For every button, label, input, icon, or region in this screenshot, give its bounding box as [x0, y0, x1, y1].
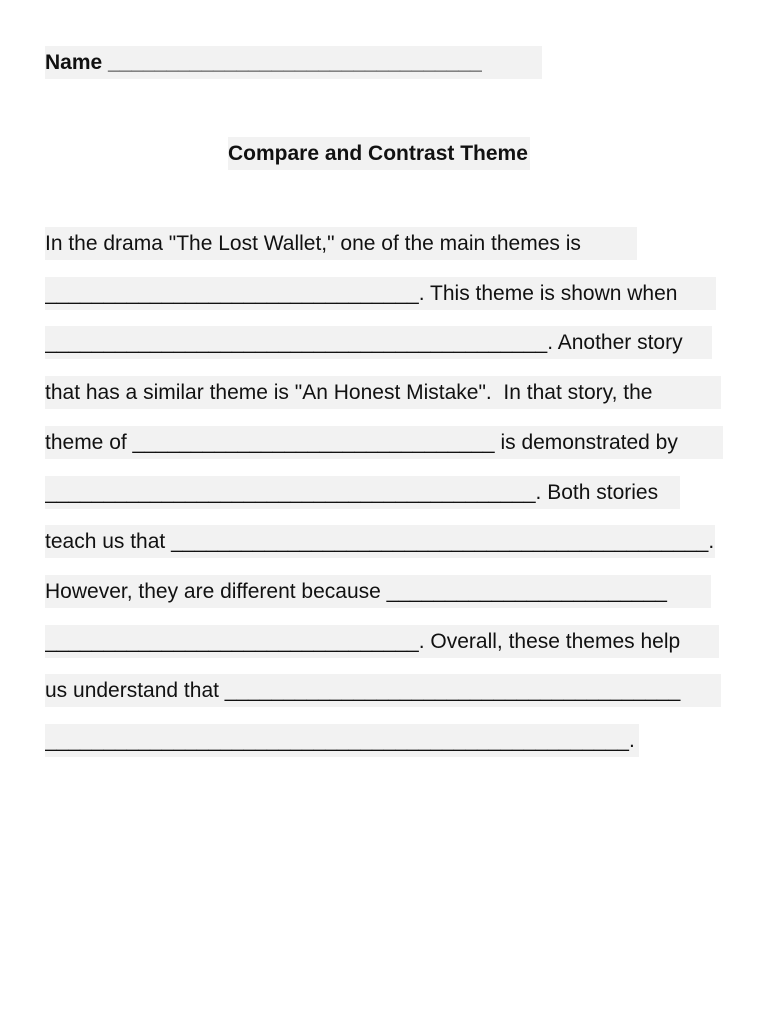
paragraph-line-4: that has a similar theme is "An Honest Mistake". In that story, the	[45, 376, 721, 409]
paragraph-line-8[interactable]: However, they are different because ________________________	[45, 575, 711, 608]
paragraph-line-2[interactable]: ________________________________. This theme is shown when	[45, 277, 716, 310]
paragraph-line-11[interactable]: __________________________________________________.	[45, 724, 639, 757]
paragraph-line-9[interactable]: ________________________________. Overall, these themes help	[45, 625, 719, 658]
paragraph-line-10[interactable]: us understand that _______________________________________	[45, 674, 721, 707]
paragraph-line-7[interactable]: teach us that ______________________________________________.	[45, 525, 715, 558]
paragraph-line-6[interactable]: __________________________________________. Both stories	[45, 476, 680, 509]
paragraph-line-3[interactable]: ___________________________________________. Another story	[45, 326, 712, 359]
paragraph-line-1: In the drama "The Lost Wallet," one of the main themes is	[45, 227, 637, 260]
name-field-line[interactable]: Name ________________________________	[45, 46, 542, 79]
worksheet-title: Compare and Contrast Theme	[228, 137, 530, 170]
paragraph-line-5[interactable]: theme of _______________________________ is demonstrated by	[45, 426, 723, 459]
